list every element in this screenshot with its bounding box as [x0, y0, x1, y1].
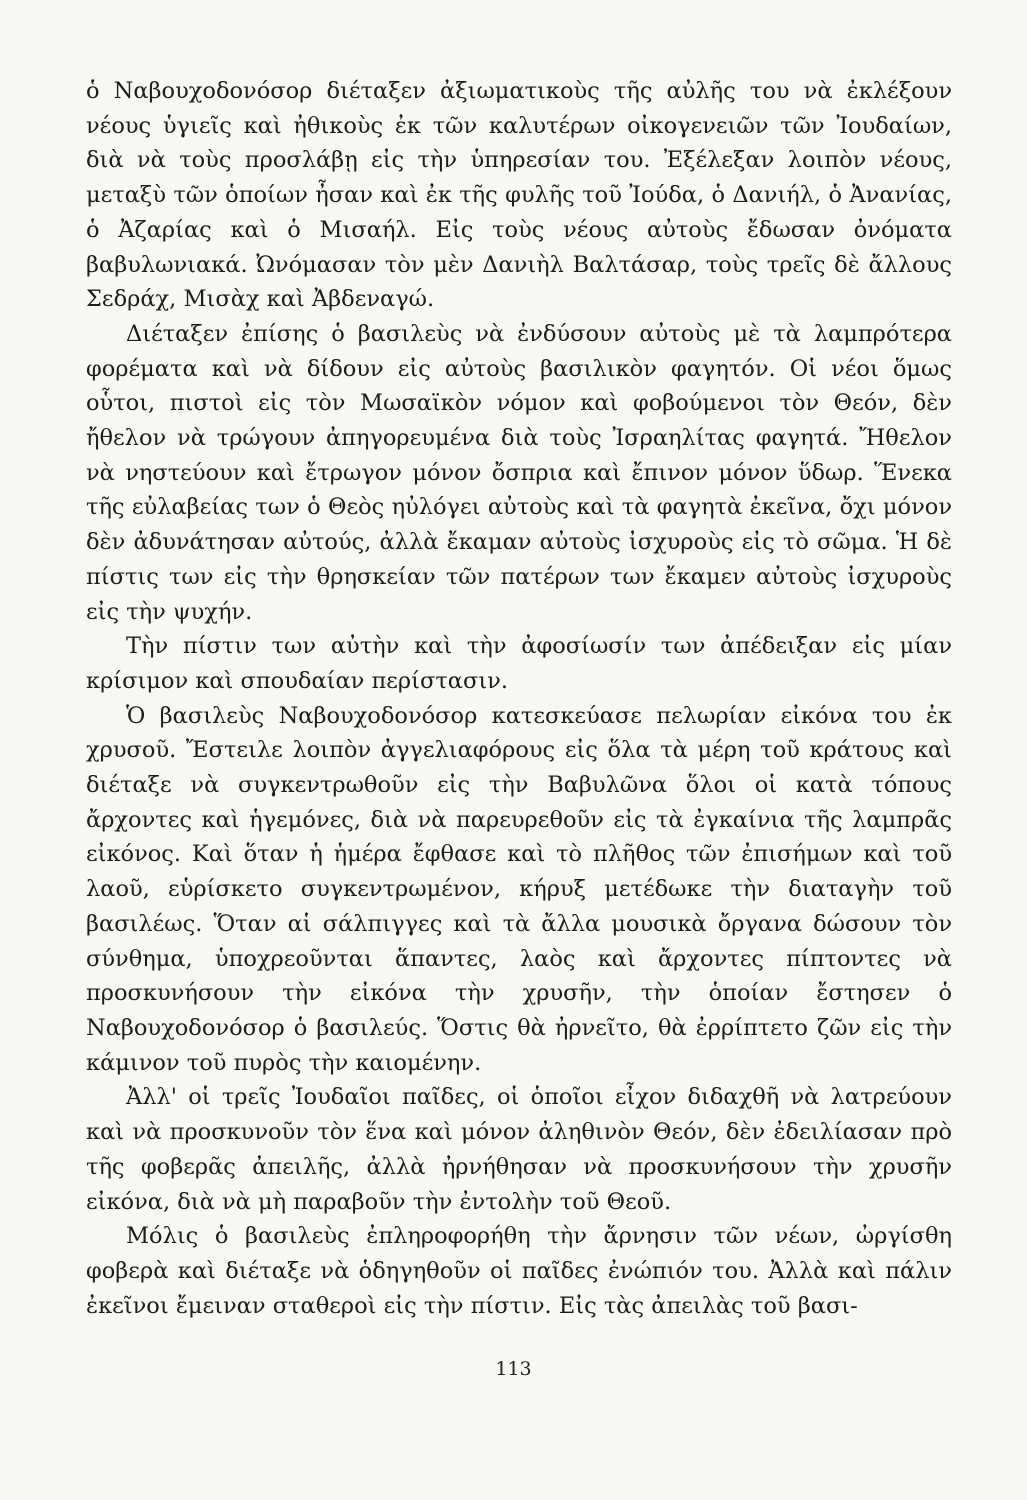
paragraph-1: ὁ Ναβουχοδονόσορ διέταξεν ἀξιωματικοὺς τῆς αὐλῆς του νὰ ἐκλέξουν νέους ὑγιεῖς καὶ ἠθικοὺς ἐκ τῶν καλυτέρων οἰκογενειῶν τῶν Ἰουδαίων, διὰ νὰ τοὺς προσλάβῃ εἰς τὴν ὑπηρεσίαν του. Ἐξέλεξαν λοιπὸν νέους, μεταξὺ τῶν ὁποίων ἦσαν καὶ ἐκ τῆς φυλῆς τοῦ Ἰούδα, ὁ Δανιήλ, ὁ Ἀνανίας, ὁ Ἀζαρίας καὶ ὁ Μισαήλ. Εἰς τοὺς νέους αὐτοὺς ἔδωσαν ὀνόματα βαβυλωνιακά. Ὠνόμασαν τὸν μὲν Δανιὴλ Βαλτάσαρ, τοὺς τρεῖς δὲ ἄλλους Σεδράχ, Μισὰχ καὶ Ἀβδεναγώ.	[86, 78, 952, 313]
paragraph-5: Ἀλλ' οἱ τρεῖς Ἰουδαῖοι παῖδες, οἱ ὁποῖοι εἶχον διδαχθῆ νὰ λατρεύουν καὶ νὰ προσκυνοῦν τὸν ἕνα καὶ μόνον ἀληθινὸν Θεόν, δὲν ἐδειλίασαν πρὸ τῆς φοβερᾶς ἀπειλῆς, ἀλλὰ ἠρνήθησαν νὰ προσκυνήσουν τὴν χρυσῆν εἰκόνα, διὰ νὰ μὴ παραβοῦν τὴν ἐντολὴν τοῦ Θεοῦ.	[86, 1084, 952, 1215]
page-body	[86, 74, 952, 1323]
paragraph-6: Μόλις ὁ βασιλεὺς ἐπληροφορήθη τὴν ἄρνησιν τῶν νέων, ὠργίσθη φοβερὰ καὶ διέταξε νὰ ὁδηγηθοῦν οἱ παῖδες ἐνώπιόν του. Ἀλλὰ καὶ πάλιν ἐκεῖνοι ἔμειναν σταθεροὶ εἰς τὴν πίστιν. Εἰς τὰς ἀπειλὰς τοῦ βασι-	[86, 1223, 952, 1319]
paragraph-4: Ὁ βασιλεὺς Ναβουχοδονόσορ κατεσκεύασε πελωρίαν εἰκόνα του ἐκ χρυσοῦ. Ἔστειλε λοιπὸν ἀγγελιαφόρους εἰς ὅλα τὰ μέρη τοῦ κράτους καὶ διέταξε νὰ συγκεντρωθοῦν εἰς τὴν Βαβυλῶνα ὅλοι οἱ κατὰ τόπους ἄρχοντες καὶ ἡγεμόνες, διὰ νὰ παρευρεθοῦν εἰς τὰ ἐγκαίνια τῆς λαμπρᾶς εἰκόνος. Καὶ ὅταν ἡ ἡμέρα ἔφθασε καὶ τὸ πλῆθος τῶν ἐπισήμων καὶ τοῦ λαοῦ, εὑρίσκετο συγκεντρωμένον, κήρυξ μετέδωκε τὴν διαταγὴν τοῦ βασιλέως. Ὅταν αἱ σάλπιγγες καὶ τὰ ἄλλα μουσικὰ ὄργανα δώσουν τὸν σύνθημα, ὑποχρεοῦνται ἅπαντες, λαὸς καὶ ἄρχοντες πίπτοντες νὰ προσκυνήσουν τὴν εἰκόνα τὴν χρυσῆν, τὴν ὁποίαν ἔστησεν ὁ Ναβουχοδονόσορ ὁ βασιλεύς. Ὅστις θὰ ἠρνεῖτο, θὰ ἐρρίπτετο ζῶν εἰς τὴν κάμινον τοῦ πυρὸς τὴν καιομένην.	[86, 702, 952, 1076]
paragraph-2: Διέταξεν ἐπίσης ὁ βασιλεὺς νὰ ἐνδύσουν αὐτοὺς μὲ τὰ λαμπρότερα φορέματα καὶ νὰ δίδουν εἰς αὐτοὺς βασιλικὸν φαγητόν. Οἱ νέοι ὅμως οὗτοι, πιστοὶ εἰς τὸν Μωσαϊκὸν νόμον καὶ φοβούμενοι τὸν Θεόν, δὲν ἤθελον νὰ τρώγουν ἀπηγορευμένα διὰ τοὺς Ἰσραηλίτας φαγητά. Ἤθελον νὰ νηστεύουν καὶ ἔτρωγον μόνον ὄσπρια καὶ ἔπινον μόνον ὕδωρ. Ἕνεκα τῆς εὐλαβείας των ὁ Θεὸς ηὐλόγει αὐτοὺς καὶ τὰ φαγητὰ ἐκεῖνα, ὄχι μόνον δὲν ἀδυνάτησαν αὐτούς, ἀλλὰ ἔκαμαν αὐτοὺς ἰσχυροὺς εἰς τὸ σῶμα. Ἡ δὲ πίστις των εἰς τὴν θρησκείαν τῶν πατέρων των ἔκαμεν αὐτοὺς ἰσχυροὺς εἰς τὴν ψυχήν.	[86, 320, 952, 625]
paragraph-3: Τὴν πίστιν των αὐτὴν καὶ τὴν ἀφοσίωσίν των ἀπέδειξαν εἰς μίαν κρίσιμον καὶ σπουδαίαν περίστασιν.	[86, 633, 952, 694]
page-number: 113	[495, 1358, 532, 1380]
